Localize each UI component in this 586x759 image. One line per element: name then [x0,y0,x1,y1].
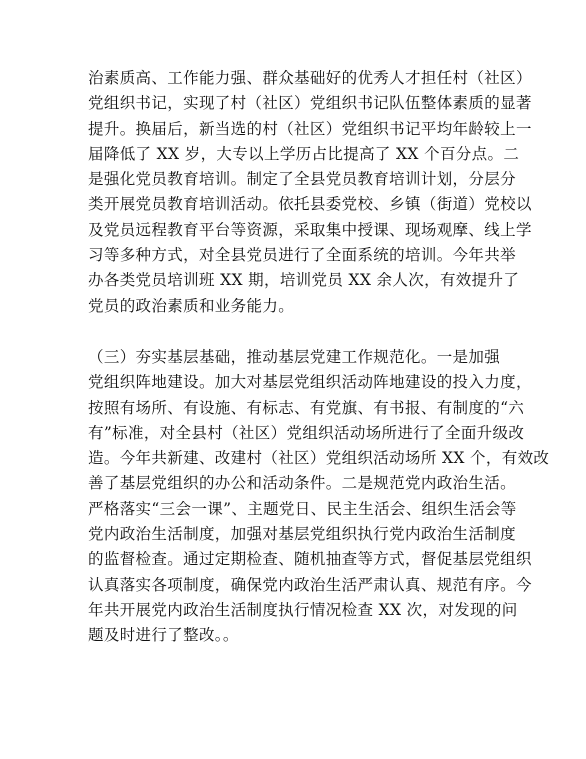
text-line: 党员的政治素质和业务能力。 [88,296,295,315]
text-line: 党组织书记，实现了村（社区）党组织书记队伍整体素质的显著 [88,94,532,113]
text-line: （三）夯实基层基础，推动基层党建工作规范化。一是加强 [88,348,501,366]
text-line: 题及时进行了整改。。 [88,626,239,645]
text-line: 严格落实“三会一课”、主题党日、民主生活会、组织生活会等 [88,499,517,518]
text-line: 造。今年共新建、改建村（社区）党组织活动场所 XX 个，有效改 [88,449,550,468]
text-line: 及党员远程教育平台等资源，采取集中授课、现场观摩、线上学 [88,220,532,239]
text-line: 年共开展党内政治生活制度执行情况检查 XX 次，对发现的问 [88,600,518,619]
text-line: 有”标准，对全县村（社区）党组织活动场所进行了全面升级改 [88,423,525,442]
text-line: 届降低了 XX 岁，大专以上学历占比提高了 XX 个百分点。二 [88,144,520,163]
text-line: 党内政治生活制度，加强对基层党组织执行党内政治生活制度 [88,525,516,544]
text-line: 提升。换届后，新当选的村（社区）党组织书记平均年龄较上一 [88,119,532,138]
text-line: 认真落实各项制度，确保党内政治生活严肃认真、规范有序。今 [88,575,532,594]
paragraph-grassroots-foundation [88,345,550,649]
text-line: 党组织阵地建设。加大对基层党组织活动阵地建设的投入力度， [88,373,532,392]
paragraph-party-education [88,66,532,319]
text-line: 善了基层党组织的办公和活动条件。二是规范党内政治生活。 [88,474,516,493]
text-line: 办各类党员培训班 XX 期，培训党员 XX 余人次，有效提升了 [88,271,520,290]
text-line: 的监督检查。通过定期检查、随机抽查等方式，督促基层党组织 [88,550,532,569]
text-line: 是强化党员教育培训。制定了全县党员教育培训计划，分层分 [88,170,516,189]
text-line: 治素质高、工作能力强、群众基础好的优秀人才担任村（社区） [88,69,532,87]
text-line: 按照有场所、有设施、有标志、有党旗、有书报、有制度的“六 [88,398,525,417]
text-line: 习等多种方式，对全县党员进行了全面系统的培训。今年共举 [88,246,516,265]
text-line: 类开展党员教育培训活动。依托县委党校、乡镇（街道）党校以 [88,195,532,214]
